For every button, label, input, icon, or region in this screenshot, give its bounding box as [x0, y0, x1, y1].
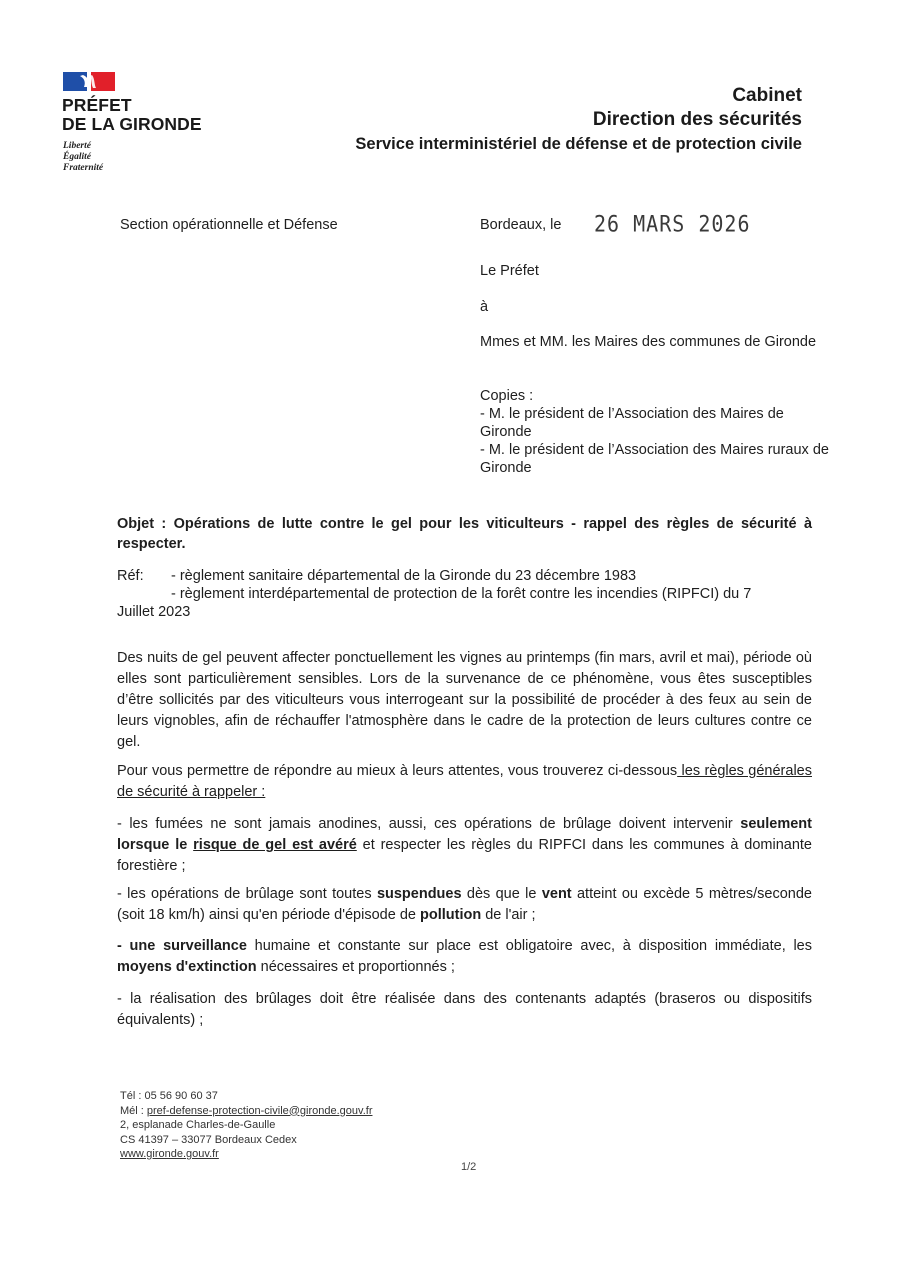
republic-motto [63, 141, 103, 174]
date-stamp: 26 MARS 2026 [594, 210, 751, 237]
copy-recipient-2: - M. le président de l’Association des Maires ruraux de Gironde [480, 442, 829, 476]
footer-website-link[interactable]: www.gironde.gouv.fr [120, 1148, 219, 1160]
reference-label: Réf: [117, 568, 144, 584]
addressee: Mmes et MM. les Maires des communes de Gironde [480, 334, 817, 350]
rule-2-a: - les opérations de brûlage sont toutes [117, 886, 377, 902]
section-label: Section opérationnelle et Défense [120, 217, 338, 233]
copies-label: Copies : [480, 388, 534, 404]
rule-2-vent: vent [541, 886, 572, 902]
paragraph-2-underlined: les règles générales de sécurité à rappeler : [117, 763, 812, 800]
footer-address-1: 2, esplanade Charles-de-Gaulle [120, 1119, 276, 1131]
rule-3 [117, 936, 812, 978]
city-date-prefix: Bordeaux, le [480, 217, 562, 233]
page-number: 1/2 [461, 1161, 477, 1173]
rule-1-a: - les fumées ne sont jamais anodines, aussi, ces opérations de brûlage doivent intervenir [117, 816, 741, 832]
rule-1 [117, 814, 812, 877]
to-word: à [480, 299, 489, 315]
rule-2 [117, 884, 812, 926]
authority-name-line-2: DE LA GIRONDE [62, 114, 202, 134]
subject-text: Opérations de lutte contre le gel pour les viticulteurs - rappel des règles de sécurité à respecter. [117, 516, 813, 552]
rule-3-surveillance: - une surveillance [117, 938, 247, 954]
service-name: Service interministériel de défense et de protection civile [355, 135, 802, 153]
rule-2-pollution: pollution [419, 907, 482, 923]
paragraph-1: Des nuits de gel peuvent affecter ponctuellement les vignes au printemps (fin mars, avril et mai), période où elles sont particulièrement sensibles. Lors de la survenance de ce phénomène, vous êtes susceptibles d’être sollicités par des viticulteurs vous interrogeant sur la possibilité de procéder à des feux au sein de leurs vignobles, afin de réchauffer l'atmosphère dans le cadre de la protection de leurs cultures contre ce gel. [117, 650, 812, 750]
rule-2-g: de l'air ; [481, 907, 536, 923]
motto-liberte: Liberté [63, 141, 91, 151]
rule-1-bold: seulement lorsque le [117, 816, 812, 853]
reference-line-1 [117, 567, 812, 585]
footer-mail-label: Mél : [120, 1104, 147, 1117]
rule-3-moyens: moyens d'extinction [117, 959, 257, 975]
motto-fraternite: Fraternité [63, 163, 104, 173]
rule-1-d: et respecter les règles du RIPFCI dans les communes à dominante forestière ; [117, 837, 812, 874]
paragraph-2-lead: Pour vous permettre de répondre au mieux à leurs attentes, vous trouverez ci-dessous [117, 763, 678, 779]
reference-line-2 [117, 585, 812, 603]
footer-tel: Tél : 05 56 90 60 37 [120, 1090, 218, 1102]
reference-2: - règlement interdépartemental de protection de la forêt contre les incendies (RIPFCI) du 7 [171, 586, 752, 602]
marianne-logo-icon [63, 72, 115, 91]
rule-3-b: humaine et constante sur place est obligatoire avec, à disposition immédiate, les [246, 938, 812, 954]
copy-recipient-1: - M. le président de l’Association des Maires de Gironde [480, 406, 784, 440]
rule-4: - la réalisation des brûlages doit être réalisée dans des contenants adaptés (braseros ou dispositifs équivalents) ; [117, 991, 812, 1028]
service-cabinet: Cabinet [732, 85, 802, 106]
service-header [355, 84, 802, 156]
rule-2-suspendues: suspendues [376, 886, 462, 902]
authority-name [62, 96, 202, 134]
footer-address-2: CS 41397 – 33077 Bordeaux Cedex [120, 1133, 297, 1146]
motto-egalite: Égalité [63, 152, 91, 162]
subject [117, 514, 812, 554]
reference-line-3: Juillet 2023 [117, 604, 191, 620]
rule-1-bold-underlined: risque de gel est avéré [193, 837, 357, 853]
sender: Le Préfet [480, 263, 539, 279]
rule-2-c: dès que le [461, 886, 542, 902]
footer-mail-line [120, 1104, 372, 1119]
rule-3-d: nécessaires et proportionnés ; [256, 959, 455, 975]
footer-contact [120, 1089, 372, 1162]
paragraph-2 [117, 761, 812, 803]
authority-name-line-1: PRÉFET [62, 95, 132, 115]
footer-mail-link[interactable]: pref-defense-protection-civile@gironde.gouv.fr [146, 1104, 373, 1117]
subject-label: Objet : [117, 516, 167, 532]
service-direction: Direction des sécurités [592, 109, 802, 130]
references [117, 567, 812, 621]
reference-1: - règlement sanitaire départemental de la Gironde du 23 décembre 1983 [171, 568, 637, 584]
rule-2-e: atteint ou excède 5 mètres/seconde (soit 18 km/h) ainsi qu'en période d'épisode de [117, 886, 812, 923]
